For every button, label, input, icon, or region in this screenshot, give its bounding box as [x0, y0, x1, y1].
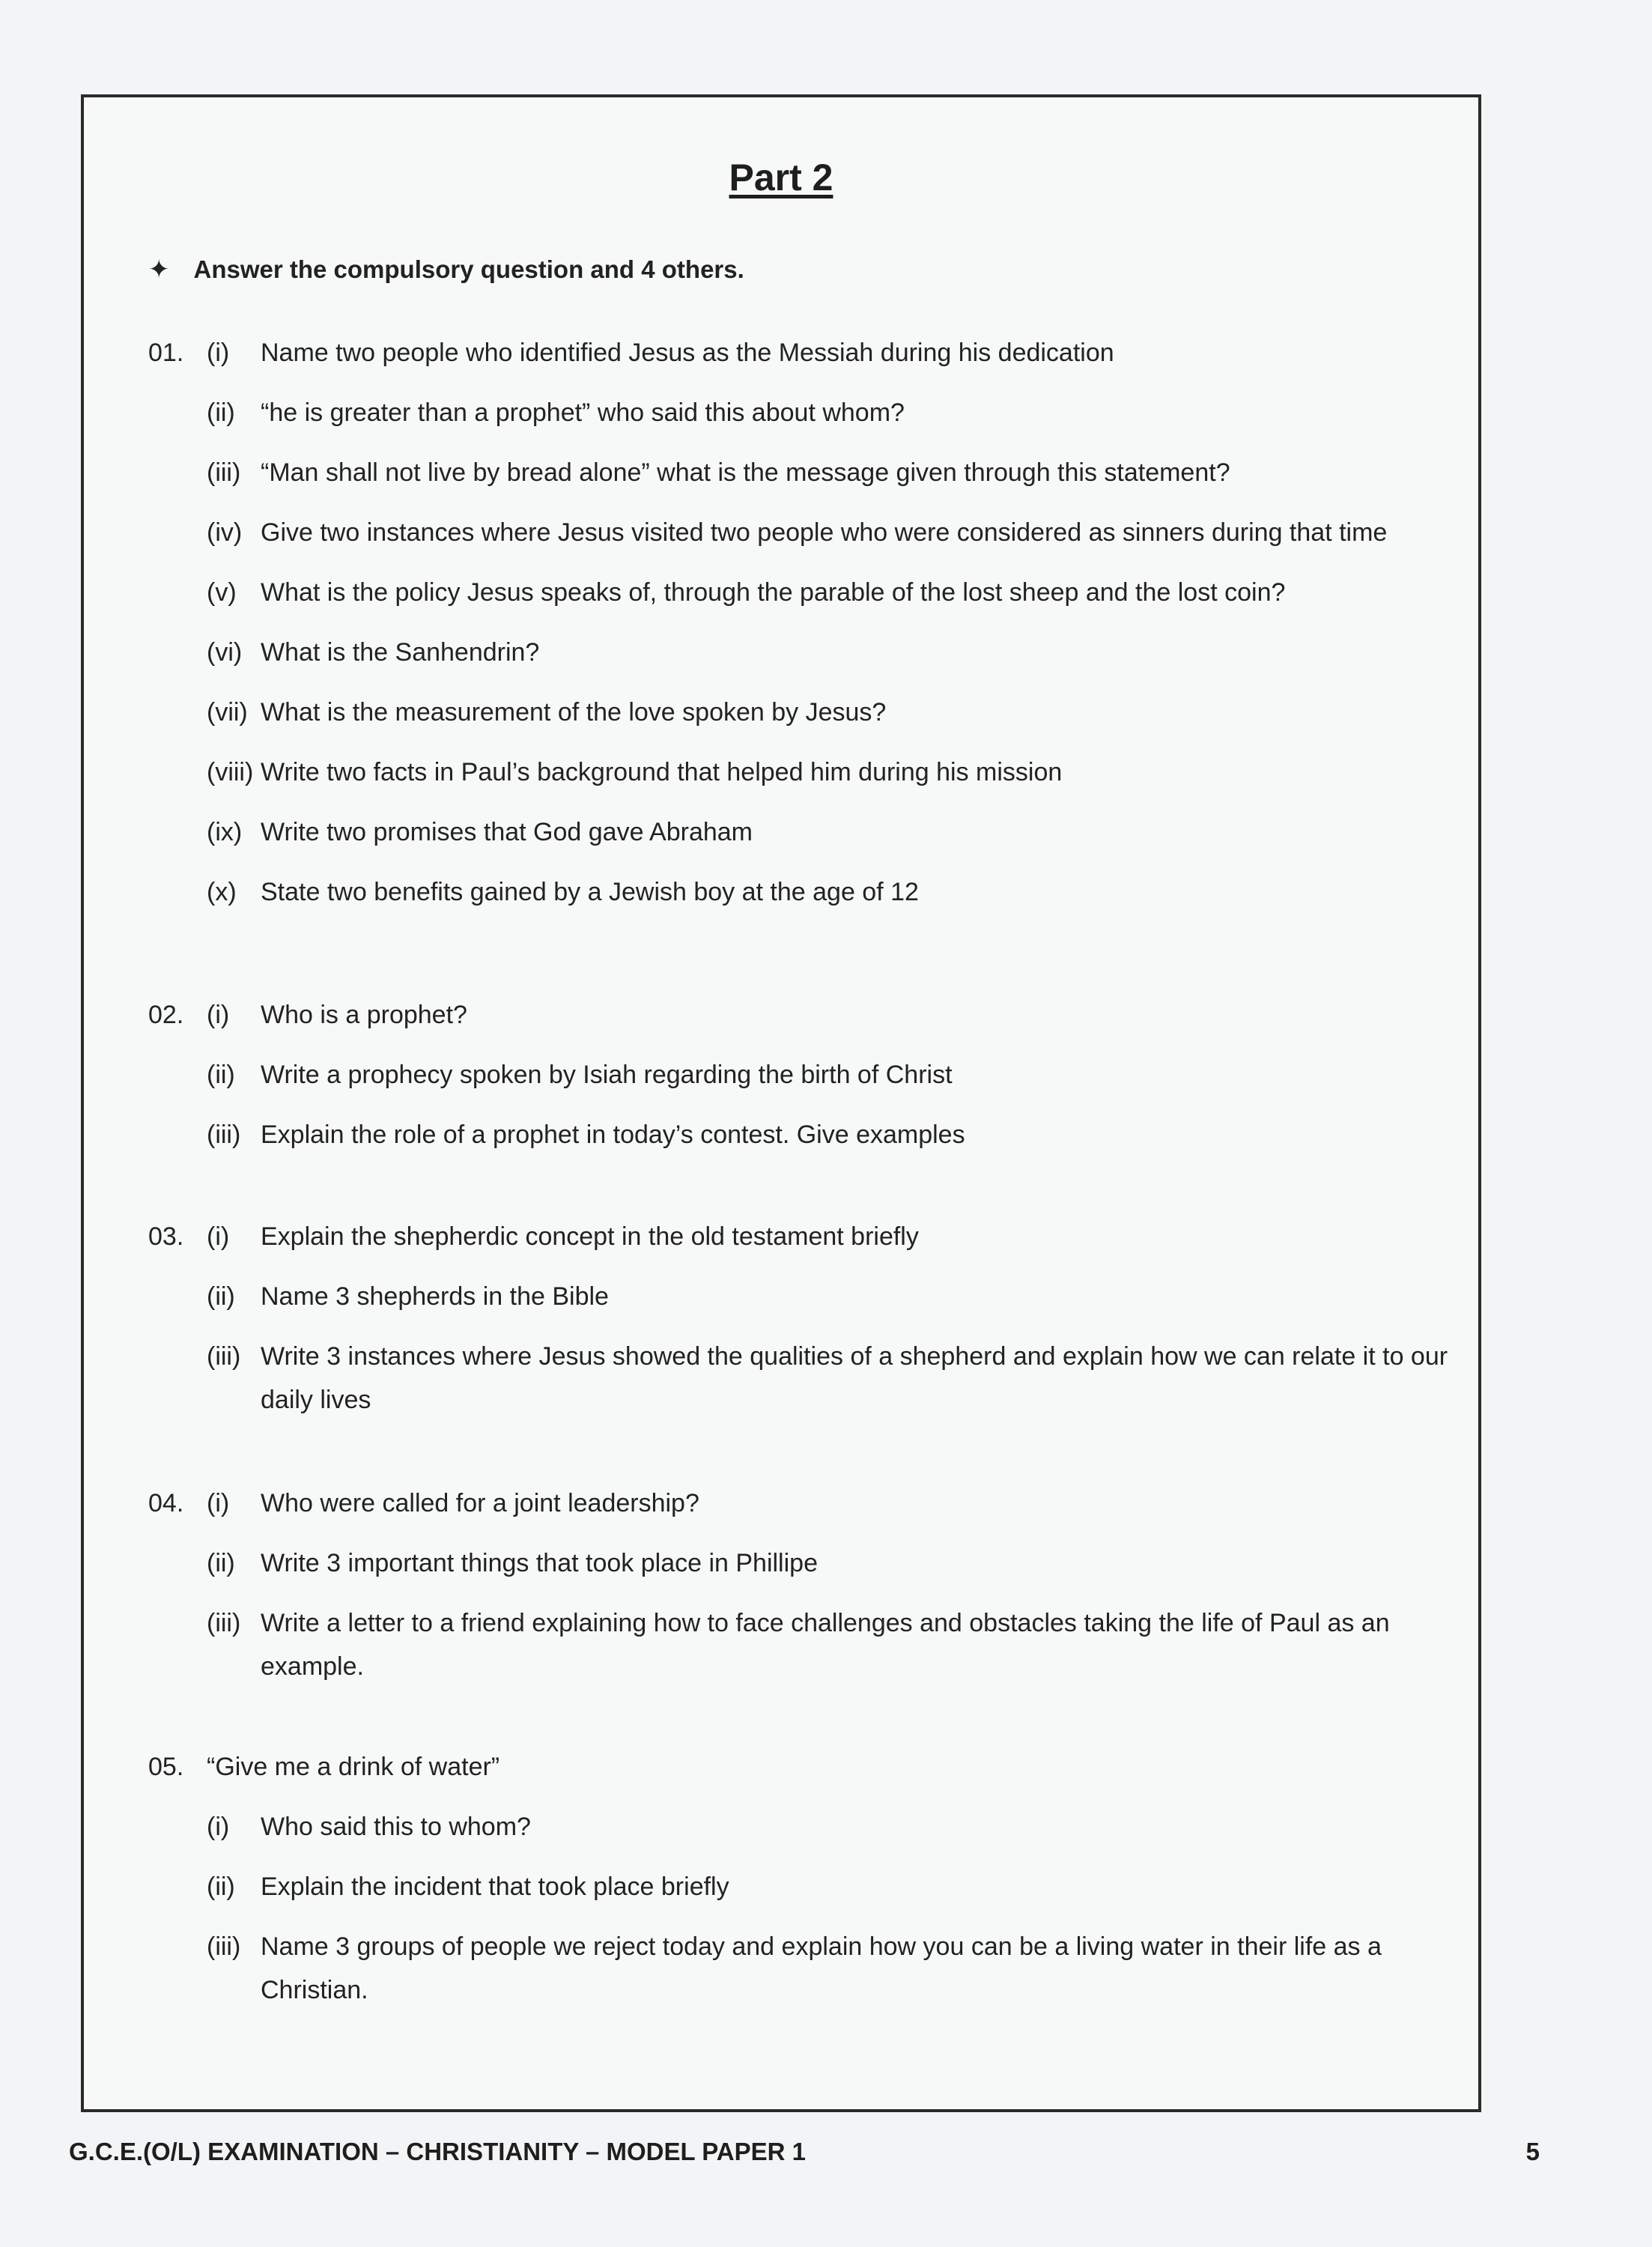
question-number: 05. — [148, 1753, 184, 1781]
item-roman: (iii) — [207, 1932, 241, 1961]
page-title: Part 2 — [729, 157, 833, 198]
item-roman: (i) — [207, 1489, 230, 1517]
item-text: What is the policy Jesus speaks of, through the parable of the lost sheep and the lost coin? — [261, 578, 1286, 607]
instruction — [148, 255, 744, 285]
item-text: Who were called for a joint leadership? — [261, 1489, 699, 1517]
footer-title: G.C.E.(O/L) EXAMINATION – CHRISTIANITY – MODEL PAPER 1 — [69, 2138, 806, 2165]
item-text: Write a letter to a friend explaining how to face challenges and obstacles taking the life of Paul as an example. — [261, 1609, 1390, 1681]
item-roman: (i) — [207, 339, 230, 367]
item-text: “he is greater than a prophet” who said this about whom? — [261, 398, 905, 427]
item-roman: (ii) — [207, 1282, 235, 1311]
item-roman: (iii) — [207, 458, 241, 487]
item-roman: (ii) — [207, 398, 235, 427]
item-text: Write two facts in Paul’s background that helped him during his mission — [261, 758, 1063, 786]
item-text: Explain the shepherdic concept in the old testament briefly — [261, 1222, 919, 1251]
item-roman: (ii) — [207, 1549, 235, 1577]
item-text: Write a prophecy spoken by Isiah regarding the birth of Christ — [261, 1061, 953, 1089]
item-text: What is the measurement of the love spoken by Jesus? — [261, 698, 887, 727]
item-text: “Man shall not live by bread alone” what is the message given through this statement? — [261, 458, 1230, 487]
question-frame — [81, 94, 1481, 2112]
item-roman: (ii) — [207, 1061, 235, 1089]
item-roman: (i) — [207, 1813, 230, 1841]
item-roman: (viii) — [207, 758, 254, 786]
item-roman: (iii) — [207, 1342, 241, 1371]
item-roman: (x) — [207, 878, 237, 906]
item-text: Write 3 instances where Jesus showed the qualities of a shepherd and explain how we can relate it to our daily lives — [261, 1342, 1448, 1414]
item-roman: (ix) — [207, 818, 243, 846]
item-roman: (i) — [207, 1222, 230, 1251]
item-roman: (vii) — [207, 698, 248, 727]
item-roman: (v) — [207, 578, 237, 607]
question-quote: “Give me a drink of water” — [207, 1753, 500, 1781]
question-number: 03. — [148, 1222, 184, 1251]
item-text: Name 3 groups of people we reject today and explain how you can be a living water in their life as a Christian. — [261, 1932, 1382, 2004]
item-text: Who is a prophet? — [261, 1001, 467, 1029]
item-roman: (vi) — [207, 638, 243, 667]
instruction-text: Answer the compulsory question and 4 others. — [193, 255, 744, 283]
item-roman: (iv) — [207, 518, 243, 547]
item-roman: (iii) — [207, 1609, 241, 1637]
item-text: Explain the incident that took place briefly — [261, 1872, 729, 1901]
question-number: 02. — [148, 1001, 184, 1029]
item-roman: (iii) — [207, 1121, 241, 1149]
item-text: Name 3 shepherds in the Bible — [261, 1282, 609, 1311]
item-text: What is the Sanhendrin? — [261, 638, 540, 667]
item-text: Write 3 important things that took place in Phillipe — [261, 1549, 818, 1577]
item-roman: (ii) — [207, 1872, 235, 1901]
page-number: 5 — [1525, 2138, 1540, 2165]
star-bullet-icon: ✦ — [148, 255, 170, 284]
item-text: Give two instances where Jesus visited two people who were considered as sinners during that time — [261, 518, 1388, 547]
item-text: Explain the role of a prophet in today’s contest. Give examples — [261, 1121, 965, 1149]
question-number: 01. — [148, 339, 184, 367]
item-text: State two benefits gained by a Jewish boy at the age of 12 — [261, 878, 919, 906]
item-text: Name two people who identified Jesus as the Messiah during his dedication — [261, 339, 1114, 367]
item-text: Write two promises that God gave Abraham — [261, 818, 753, 846]
item-text: Who said this to whom? — [261, 1813, 531, 1841]
question-number: 04. — [148, 1489, 184, 1517]
item-roman: (i) — [207, 1001, 230, 1029]
